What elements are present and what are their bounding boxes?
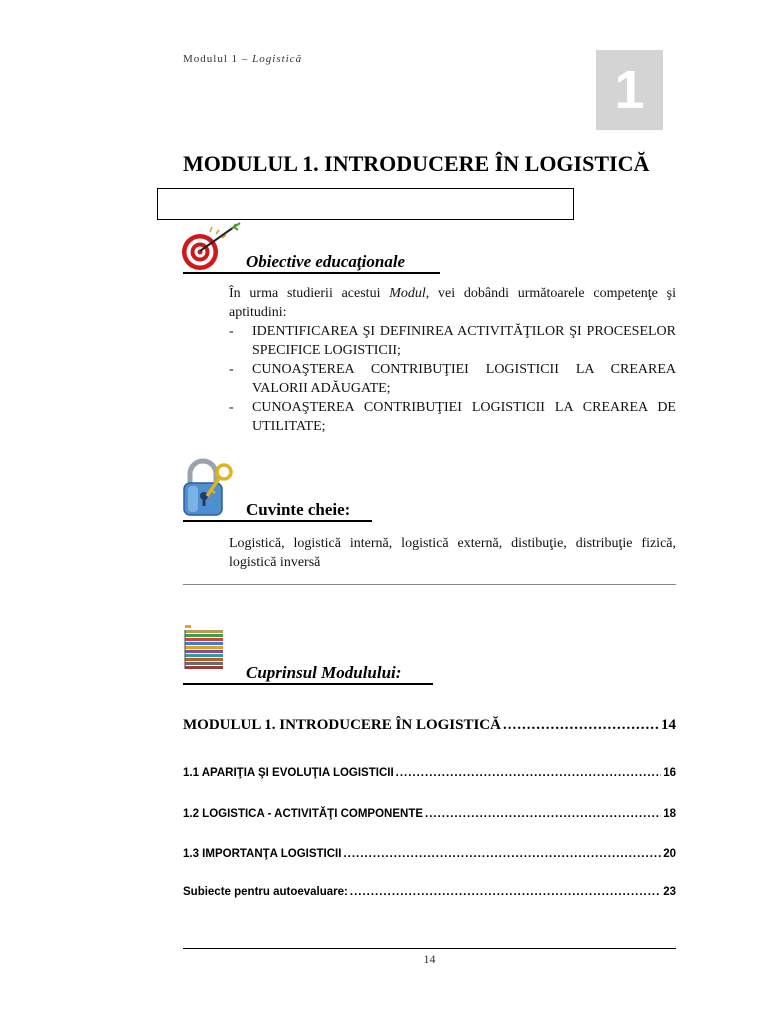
toc-entry-page: 23 [663, 886, 676, 898]
keywords-heading: Cuvinte cheie: [246, 500, 351, 519]
contents-underline [183, 683, 433, 685]
page-title: MODULUL 1. INTRODUCERE ÎN LOGISTICĂ [183, 151, 650, 176]
keywords-text: Logistică, logistică internă, logistică externă, distibuţie, distribuţie fizică, logistică inversă [229, 536, 676, 570]
toc-leader [396, 767, 662, 779]
page-number: 14 [423, 952, 436, 966]
contents-heading: Cuprinsul Modulului: [246, 663, 402, 682]
padlock-key-icon [180, 458, 236, 520]
objectives-intro [229, 284, 676, 322]
footer-rule [183, 948, 676, 949]
target-icon [180, 222, 242, 272]
toc-entry-page: 18 [663, 808, 676, 820]
toc-leader [425, 808, 661, 820]
toc-leader [350, 886, 661, 898]
empty-frame [157, 188, 574, 220]
section-divider [183, 584, 676, 585]
toc-entry-page: 20 [663, 848, 676, 860]
keywords-underline [183, 520, 372, 522]
chapter-number-badge [596, 50, 663, 130]
objectives-heading: Obiective educaţionale [246, 252, 406, 271]
running-header [183, 53, 302, 65]
toc-main-entry[interactable] [183, 717, 676, 734]
toc-main-page: 14 [661, 717, 676, 733]
objectives-list [229, 322, 676, 436]
toc-entry-label: 1.2 LOGISTICA - ACTIVITĂŢI COMPONENTE [183, 808, 424, 820]
toc-main-label: MODULUL 1. INTRODUCERE ÎN LOGISTICĂ [183, 717, 501, 733]
toc-entry-label: Subiecte pentru autoevaluare: [183, 886, 348, 898]
intro-text-start: În urma studierii acestui [229, 286, 390, 301]
objectives-underline [183, 272, 440, 274]
toc-leader [343, 848, 661, 860]
toc-entry-page: 16 [663, 767, 676, 779]
list-item: - CUNOAŞTEREA CONTRIBUŢIEI LOGISTICII LA CREAREA DE UTILITATE; [229, 398, 676, 436]
toc-entry[interactable] [183, 886, 676, 898]
toc-entry[interactable] [183, 848, 676, 860]
list-item: - IDENTIFICAREA ŞI DEFINIREA ACTIVITĂŢILOR ŞI PROCESELOR SPECIFICE LOGISTICII; [229, 322, 676, 360]
toc-entry[interactable] [183, 808, 676, 820]
list-item: - CUNOAŞTEREA CONTRIBUŢIEI LOGISTICII LA CREAREA VALORII ADĂUGATE; [229, 360, 676, 398]
toc-entry[interactable] [183, 767, 676, 779]
chapter-number: 1 [614, 60, 645, 120]
intro-text-end: vei dobândi următoarele competenţe şi aptitudini: [229, 286, 676, 320]
toc-entry-label: 1.1 APARIŢIA ŞI EVOLUŢIA LOGISTICII [183, 767, 394, 779]
header-subject: Logistică [252, 53, 303, 65]
header-prefix: Modulul 1 – [183, 53, 253, 65]
toc-entry-label: 1.3 IMPORTANŢA LOGISTICII [183, 848, 342, 860]
book-stack-icon [183, 624, 225, 674]
intro-text-emphasis: Modul, [389, 286, 430, 301]
toc-leader [503, 717, 659, 734]
objectives-body [229, 284, 676, 436]
